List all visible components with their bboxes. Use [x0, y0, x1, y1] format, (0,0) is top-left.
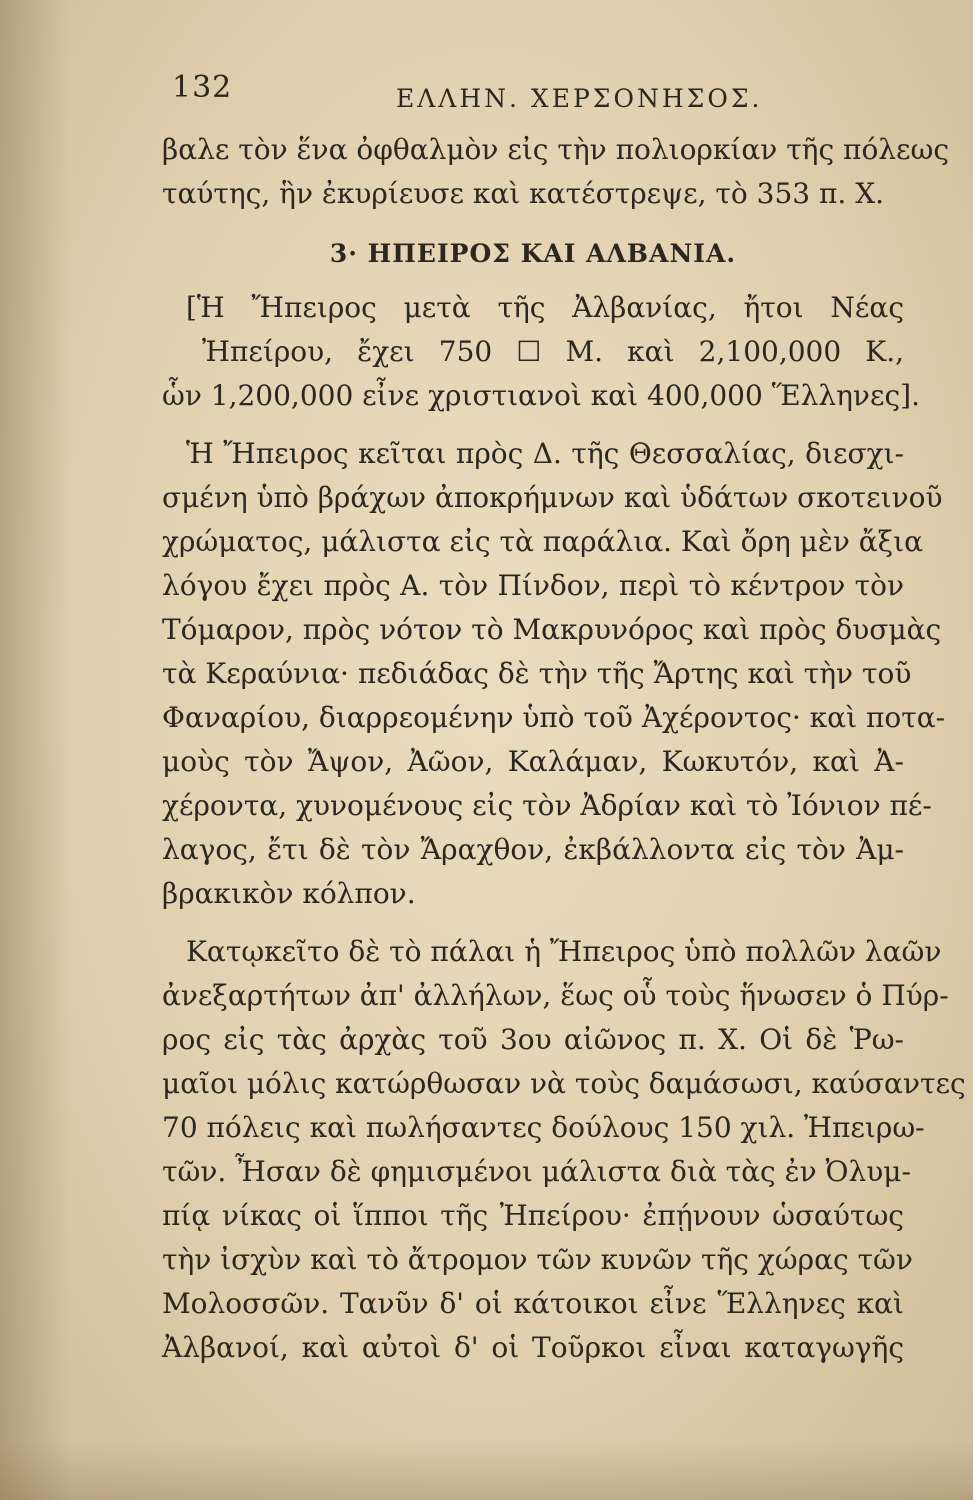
text-line: Κατῳκεῖτο δὲ τὸ πάλαι ἡ Ἤπειρος ὑπὸ πολλῶν λαῶν	[186, 935, 942, 968]
section-heading: 3· ΗΠΕΙΡΟΣ ΚΑΙ ΑΛΒΑΝΙΑ.	[329, 239, 737, 268]
text-line: πίᾳ νίκας οἱ ἵπποι τῆς Ἠπείρου· ἐπῄνουν ὡσαύτως	[162, 1199, 904, 1232]
text-line: ταύτης, ἣν ἐκυρίευσε καὶ κατέστρεψε, τὸ 353 π. Χ.	[162, 177, 885, 210]
paragraph	[162, 930, 966, 1370]
paragraph	[162, 432, 946, 916]
text-line: Ἠπείρου, ἔχει 750 ☐ Μ. καὶ 2,100,000 Κ.,	[202, 335, 904, 368]
text-line: μαῖοι μόλις κατώρθωσαν νὰ τοὺς δαμάσωσι, καύσαντες	[162, 1067, 966, 1100]
text-line: ρος εἰς τὰς ἀρχὰς τοῦ 3ου αἰῶνος π. Χ. Οἱ δὲ Ῥω-	[162, 1023, 904, 1056]
text-line: Ἀλβανοί, καὶ αὐτοὶ δ' οἱ Τοῦρκοι εἶναι καταγωγῆς	[162, 1331, 904, 1364]
text-line: βαλε τὸν ἕνα ὀφθαλμὸν εἰς τὴν πολιορκίαν τῆς πόλεως	[162, 133, 950, 166]
intro-text	[162, 128, 950, 216]
text-line: Τόμαρον, πρὸς νότον τὸ Μακρυνόρος καὶ πρὸς δυσμὰς	[162, 613, 942, 646]
running-title: ΕΛΛΗΝ. ΧΕΡΣΟΝΗΣΟΣ.	[396, 84, 763, 113]
text-line: ἀνεξαρτήτων ἀπ' ἀλλήλων, ἕως οὗ τοὺς ἥνωσεν ὁ Πύρ-	[162, 979, 949, 1012]
text-line: χρώματος, μάλιστα εἰς τὰ παράλια. Καὶ ὄρη μὲν ἄξια	[162, 525, 923, 558]
text-line: μοὺς τὸν Ἄψον, Ἀῶον, Καλάμαν, Κωκυτόν, καὶ Ἀ-	[162, 745, 904, 778]
text-line: τῶν. Ἦσαν δὲ φημισμένοι μάλιστα διὰ τὰς ἐν Ὀλυμ-	[162, 1155, 911, 1188]
text-line: [Ἡ Ἤπειρος μετὰ τῆς Ἀλβανίας, ἤτοι Νέας	[186, 291, 904, 324]
page-header	[172, 70, 903, 114]
page-body	[162, 128, 966, 1370]
text-line: σμένη ὑπὸ βράχων ἀποκρήμνων καὶ ὑδάτων σκοτεινοῦ	[162, 481, 943, 514]
text-line: Ἡ Ἤπειρος κεῖται πρὸς Δ. τῆς Θεσσαλίας, διεσχι-	[186, 437, 904, 470]
text-line: βρακικὸν κόλπον.	[162, 877, 416, 910]
section-stats	[162, 286, 920, 418]
text-line: χέροντα, χυνομένους εἰς τὸν Ἀδρίαν καὶ τὸ Ἰόνιον πέ-	[162, 789, 932, 822]
text-line: 70 πόλεις καὶ πωλήσαντες δούλους 150 χιλ. Ἠπειρω-	[162, 1111, 925, 1144]
text-line: τὴν ἰσχὺν καὶ τὸ ἄτρομον τῶν κυνῶν τῆς χώρας τῶν	[162, 1243, 913, 1276]
text-line: ὧν 1,200,000 εἶνε χριστιανοὶ καὶ 400,000 Ἕλληνες].	[162, 379, 920, 412]
text-line: Μολοσσῶν. Τανῦν δ' οἱ κάτοικοι εἶνε Ἕλληνες καὶ	[162, 1287, 904, 1320]
text-line: λόγου ἔχει πρὸς Α. τὸν Πίνδον, περὶ τὸ κέντρον τὸν	[162, 569, 904, 602]
text-line: τὰ Κεραύνια· πεδιάδας δὲ τὴν τῆς Ἄρτης καὶ τὴν τοῦ	[162, 657, 912, 690]
page-number: 132	[172, 70, 233, 105]
text-line: λαγος, ἔτι δὲ τὸν Ἄραχθον, ἐκβάλλοντα εἰς τὸν Ἀμ-	[162, 833, 904, 866]
text-line: Φαναρίου, διαρρεομένην ὑπὸ τοῦ Ἀχέροντος· καὶ ποτα-	[162, 701, 946, 734]
